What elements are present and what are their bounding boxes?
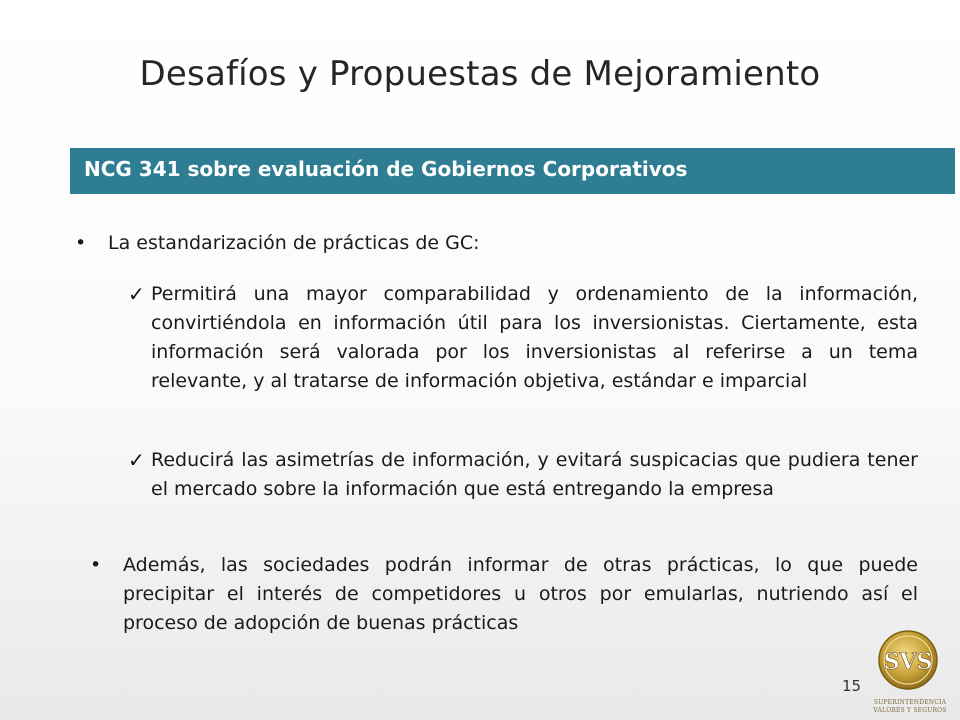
checkmark-icon: ✓ [128, 282, 145, 306]
bullet-item-other-practices [90, 551, 918, 638]
check-item-asymmetries [128, 446, 918, 504]
bullet-dot-icon: • [90, 554, 102, 576]
banner-text: NCG 341 sobre evaluación de Gobiernos Corporativos [84, 157, 688, 181]
bullet-text: Además, las sociedades podrán informar de otras prácticas, lo que puede precipitar el interés de competidores u otros por emularlas, nutriendo así el proceso de adopción de buenas prácticas [123, 554, 918, 634]
logo-subtitle-1: SUPERINTENDENCIA [873, 699, 947, 706]
bullet-text: La estandarización de prácticas de GC: [108, 232, 480, 254]
check-text: Reducirá las asimetrías de información, y evitará suspicacias que pudiera tener el mercado sobre la información que está entregando la empresa [151, 449, 918, 500]
checkmark-icon: ✓ [128, 448, 145, 472]
logo-mark: SVS [883, 649, 933, 675]
slide-title: Desafíos y Propuestas de Mejoramiento [139, 54, 821, 94]
bullet-dot-icon: • [75, 232, 87, 254]
page-number: 15 [842, 677, 862, 695]
check-text: Permitirá una mayor comparabilidad y ordenamiento de la información, convirtiéndola en información útil para los inversionistas. Ciertamente, esta información será valorada por los inversionistas al referirse a un tema relevante, y al tratarse de información objetiva, estándar e imparcial [151, 283, 918, 392]
logo-subtitle-2: VALORES Y SEGUROS [873, 707, 947, 714]
check-item-comparability [128, 280, 918, 396]
section-banner [70, 148, 955, 194]
